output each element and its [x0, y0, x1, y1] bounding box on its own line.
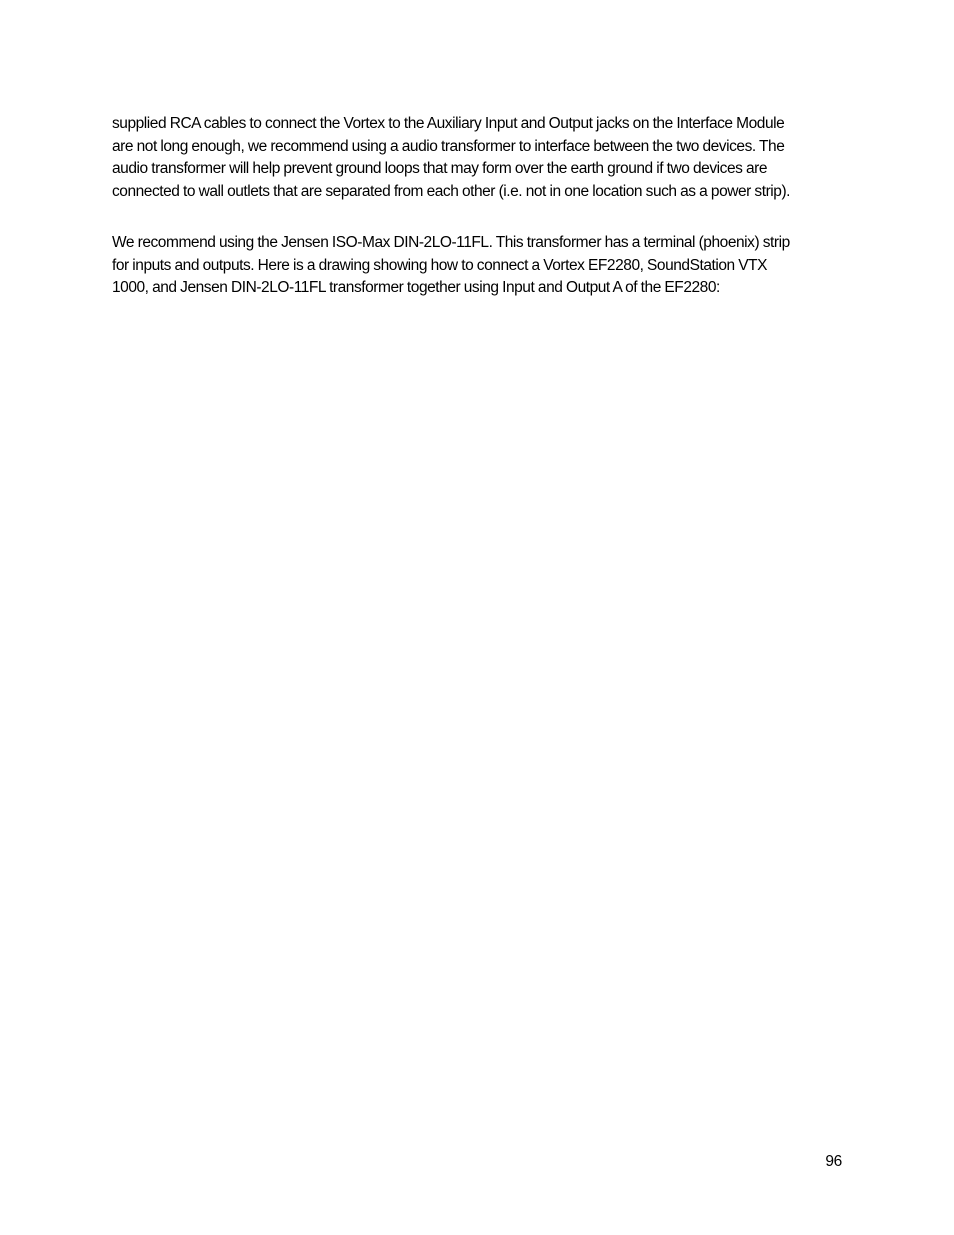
paragraph-line: We recommend using the Jensen ISO-Max DIN-2LO-11FL. This transformer has a terminal (phoenix) strip	[112, 234, 790, 251]
paragraph-line: for inputs and outputs. Here is a drawing showing how to connect a Vortex EF2280, SoundStation VTX	[112, 256, 768, 274]
paragraph-line: audio transformer will help prevent ground loops that may form over the earth ground if two devices are	[112, 160, 768, 177]
paragraph-rca-cables	[112, 113, 852, 203]
paragraph-line: 1000, and Jensen DIN-2LO-11FL transformer together using Input and Output A of the EF2280:	[112, 279, 720, 296]
page-number: 96	[825, 1153, 842, 1170]
paragraph-jensen-recommendation	[112, 232, 852, 300]
paragraph-line: are not long enough, we recommend using a audio transformer to interface between the two devices. The	[112, 137, 785, 155]
paragraph-line: supplied RCA cables to connect the Vortex to the Auxiliary Input and Output jacks on the Interface Module	[112, 115, 785, 132]
paragraph-line: connected to wall outlets that are separated from each other (i.e. not in one location such as a power strip).	[112, 182, 791, 200]
